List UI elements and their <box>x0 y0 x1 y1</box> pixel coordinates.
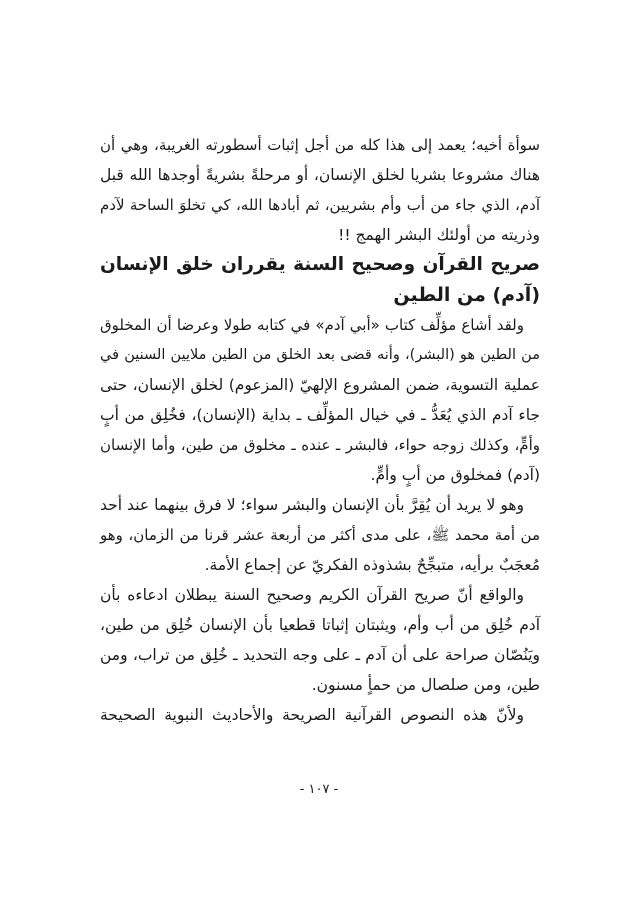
text-line: وذريته من أولئك البشر الهمج !! <box>338 226 540 244</box>
text-line: ولقد أشاع مؤلِّف كتاب «أبي آدم» في كتابه طولا وعرضا أن المخلوق <box>100 316 524 334</box>
text-line: سوأة أخيه؛ يعمد إلى هذا كله من أجل إثبات أسطورته الغريبة، وهي أن <box>100 136 540 154</box>
text-line: جاء آدم الذي يُعَدُّ ـ في خيال المؤلِّف ـ بداية (الإنسان)، فخُلِق من أبٍ <box>100 406 540 424</box>
text-line: ويَنُصّان صراحة على أن آدم ـ على وجه التحديد ـ خُلِق من تراب، ومن <box>100 646 540 664</box>
text-line: وأمٍّ، وكذلك زوجه حواء، فالبشر ـ عنده ـ مخلوق من طين، وأما الإنسان <box>100 436 540 454</box>
text-line: ولأنّ هذه النصوص القرآنية الصريحة والأحاديث النبوية الصحيحة <box>100 706 524 724</box>
page-body <box>100 130 540 730</box>
paragraph-3 <box>100 490 540 580</box>
page-number: - ١٠٧ - <box>299 782 339 797</box>
heading-line: صريح القرآن وصحيح السنة يقرران خلق الإنسان <box>100 254 540 275</box>
text-line: من الطين هو (البشر)، وأنه قضى بعد الخلق من الطين ملايين السنين في <box>100 347 540 363</box>
text-line: هناك مشروعا بشريا لخلق الإنسان، أو مرحلةً بشريةً أوجدها الله قبل <box>100 166 540 184</box>
text-line: عملية التسوية، ضمن المشروع الإلهيّ (المزعوم) لخلق الإنسان، حتى <box>100 376 540 394</box>
heading-line: (آدم) من الطين <box>393 284 540 306</box>
text-line: طين، ومن صلصال من حمأٍ مسنون. <box>311 676 540 694</box>
paragraph-5 <box>100 700 540 730</box>
text-line: وهو لا يريد أن يُقِرَّ بأن الإنسان والبشر سواء؛ لا فرق بينهما عند أحد <box>100 496 524 514</box>
paragraph-4 <box>100 580 540 700</box>
text-line: من أمة محمد ﷺ، على مدى أكثر من أربعة عشر قرنا من الزمان، وهو <box>100 526 540 544</box>
text-line: آدم خُلِق من أب وأم، ويثبتان إثباتا قطعيا بأن الإنسان خُلِق من طين، <box>100 616 540 634</box>
text-line: آدم، الذي جاء من أب وأم بشريين، ثم أبادها الله، كي تخلوَ الساحة لآدم <box>100 196 540 214</box>
text-line: مُعجَبٌ برأيه، متبجِّحٌ بشذوذه الفكريّ عن إجماع الأمة. <box>204 556 540 574</box>
text-line: (آدم) فمخلوق من أبٍ وأمٍّ. <box>370 466 540 484</box>
paragraph-2 <box>100 310 540 490</box>
section-heading <box>100 250 540 310</box>
paragraph-1 <box>100 130 540 250</box>
text-line: والواقع أنّ صريح القرآن الكريم وصحيح السنة يبطلان ادعاءه بأن <box>100 586 524 604</box>
